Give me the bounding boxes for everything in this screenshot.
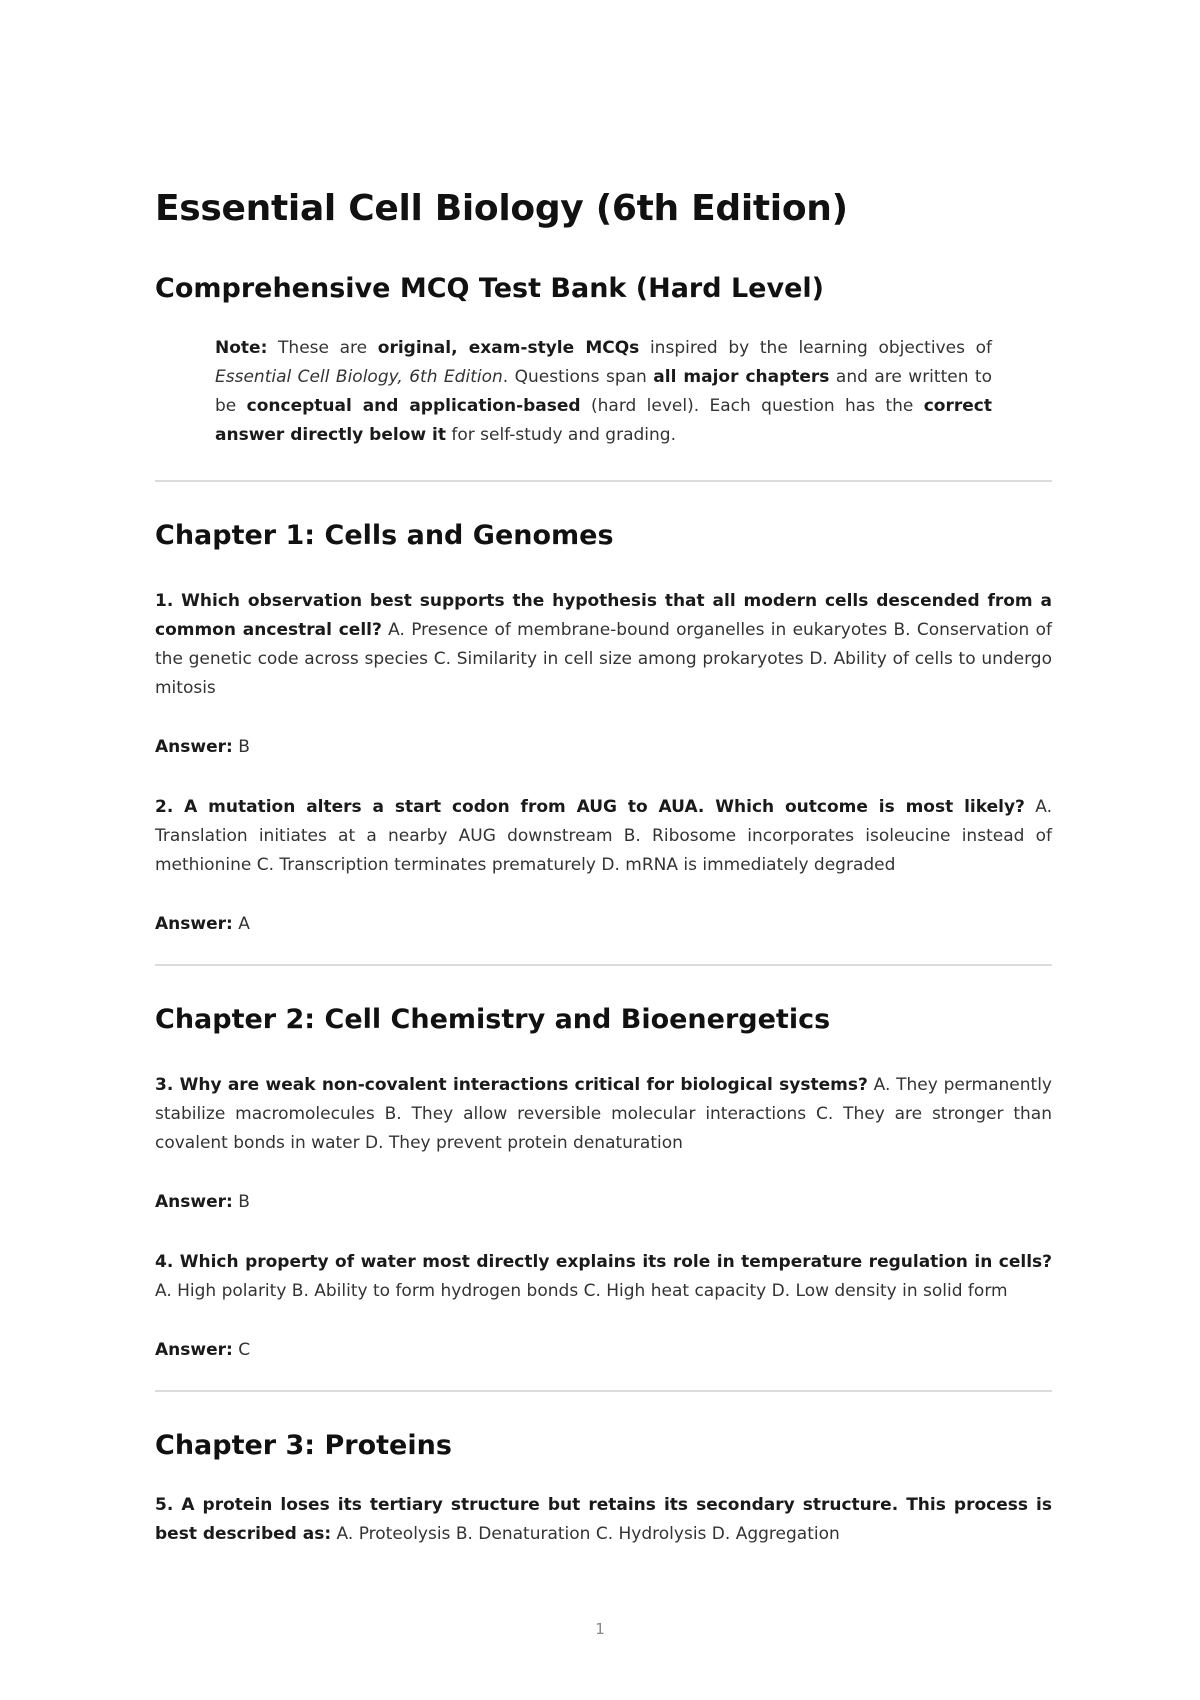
answer-4 — [155, 1340, 1052, 1360]
answer-value: B — [232, 1192, 250, 1212]
note-text: . Questions span — [502, 367, 654, 387]
question-options: A. Translation initiates at a nearby AUG downstream B. Ribosome incorporates isoleucine instead of methionine C. Transcription terminates prematurely D. mRNA is immediately degraded — [155, 797, 1052, 875]
note-bold: all major chapters — [653, 367, 830, 387]
section-divider — [155, 480, 1052, 482]
answer-label: Answer: — [155, 1340, 233, 1360]
chapter-title: Chapter 2: Cell Chemistry and Bioenergetics — [155, 1004, 831, 1035]
answer-1 — [155, 737, 1052, 757]
chapter-title: Chapter 3: Proteins — [155, 1430, 452, 1461]
answer-2 — [155, 914, 1052, 934]
answer-value: A — [232, 914, 250, 934]
note-text: (hard level). Each question has the — [580, 396, 924, 416]
answer-label: Answer: — [155, 914, 233, 934]
note-italic: Essential Cell Biology, 6th Edition — [215, 367, 503, 387]
question-stem: 5. A protein loses its tertiary structure but retains its secondary structure. This process is best described as: — [155, 1495, 1052, 1544]
page-content — [155, 180, 1052, 1549]
intro-note — [215, 334, 992, 450]
note-bold: conceptual and application-based — [246, 396, 581, 416]
question-stem: 4. Which property of water most directly explains its role in temperature regulation in cells? — [155, 1252, 1052, 1272]
question-options: A. High polarity B. Ability to form hydrogen bonds C. High heat capacity D. Low density in solid form — [155, 1281, 1008, 1301]
document-subtitle: Comprehensive MCQ Test Bank (Hard Level) — [155, 273, 825, 304]
answer-3 — [155, 1192, 1052, 1212]
question-options: A. They permanently stabilize macromolecules B. They allow reversible molecular interactions C. They are stronger than covalent bonds in water D. They prevent protein denaturation — [155, 1075, 1052, 1153]
question-5 — [155, 1491, 1052, 1549]
chapter-title: Chapter 1: Cells and Genomes — [155, 520, 614, 551]
question-3 — [155, 1071, 1052, 1158]
chapter-2 — [155, 1004, 1052, 1360]
answer-label: Answer: — [155, 1192, 233, 1212]
note-bold: original, exam-style MCQs — [377, 338, 640, 358]
note-text: inspired by the learning objectives of — [639, 338, 992, 358]
question-1 — [155, 587, 1052, 703]
chapter-1 — [155, 520, 1052, 934]
question-stem: 3. Why are weak non-covalent interactions critical for biological systems? — [155, 1075, 868, 1095]
page-number: 1 — [595, 1620, 605, 1638]
question-options: A. Presence of membrane-bound organelles in eukaryotes B. Conservation of the genetic code across species C. Similarity in cell size among prokaryotes D. Ability of cells to undergo mitosis — [155, 620, 1052, 698]
answer-value: B — [232, 737, 250, 757]
question-stem: 2. A mutation alters a start codon from AUG to AUA. Which outcome is most likely? — [155, 797, 1025, 817]
note-text: These are — [267, 338, 378, 358]
question-options: A. Proteolysis B. Denaturation C. Hydrolysis D. Aggregation — [331, 1524, 840, 1544]
question-4 — [155, 1248, 1052, 1306]
note-text: for self-study and grading. — [445, 425, 676, 445]
section-divider — [155, 964, 1052, 966]
document-title: Essential Cell Biology (6th Edition) — [155, 188, 848, 229]
note-text: and are written to be — [215, 367, 993, 416]
answer-value: C — [232, 1340, 251, 1360]
answer-label: Answer: — [155, 737, 233, 757]
note-bold: correct answer directly below it — [215, 396, 992, 445]
question-stem: 1. Which observation best supports the hypothesis that all modern cells descended from a common ancestral cell? — [155, 591, 1052, 640]
note-label: Note: — [215, 338, 268, 358]
section-divider — [155, 1390, 1052, 1392]
question-2 — [155, 793, 1052, 880]
chapter-3 — [155, 1430, 1052, 1549]
